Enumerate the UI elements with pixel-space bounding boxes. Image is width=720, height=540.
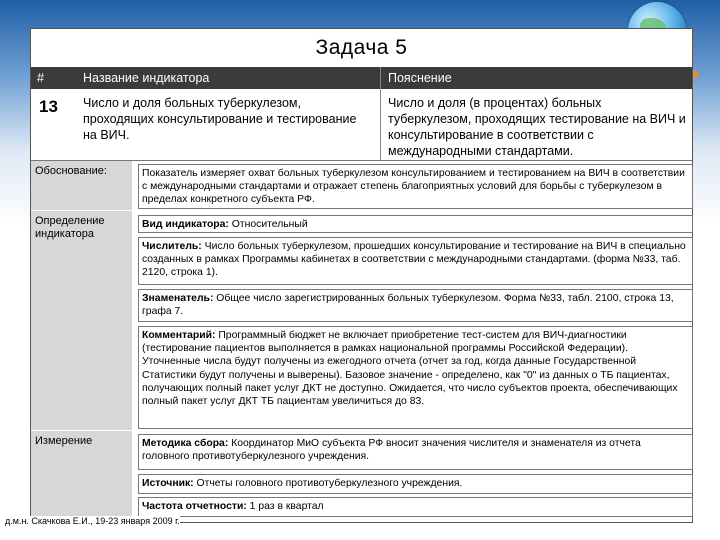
column-divider — [380, 67, 381, 161]
method-label: Методика сбора: — [142, 438, 229, 449]
page-title: Задача 5 — [315, 36, 408, 59]
header-name: Название индикатора — [83, 71, 210, 85]
definition-numerator — [138, 237, 693, 285]
definition-denominator — [138, 289, 693, 322]
table-header — [31, 67, 692, 89]
rationale-text: Показатель измеряет охват больных туберкулезом консультированием и тестированием на ВИЧ в соответствии с международными стандартами и отражает степень благоприятных условий для борьбы с туберкулезом в пределах конкретного субъекта РФ. — [138, 164, 693, 209]
type-label: Вид индикатора: — [142, 219, 229, 230]
indicator-explanation: Число и доля (в процентах) больных туберкулезом, проходящих тестирование на ВИЧ и консультирование в соответствии с международными стандартами. — [388, 96, 686, 158]
header-num: # — [37, 71, 44, 85]
rationale-label: Обоснование: — [31, 161, 132, 211]
source-label: Источник: — [142, 478, 194, 489]
slide-panel — [30, 28, 693, 523]
footer-author: д.м.н. Скачкова Е.И., 19-23 января 2009 г. — [5, 516, 180, 526]
type-value: Относительный — [228, 219, 308, 230]
denominator-label: Знаменатель: — [142, 293, 214, 304]
definition-label: Определение индикатора — [31, 211, 132, 431]
measurement-label: Измерение — [31, 431, 132, 524]
indicator-row — [31, 89, 692, 161]
comment-value: Программный бюджет не включает приобретение тест-систем для ВИЧ-диагностики (тестирование пациентов выполняется в рамках национальной программы Российской Федерации). Уточненные числа будут получены из ежегодного отчета (отчет за год, когда данные Государственной Статистики будут получены и выверены). Базовое значение - определено, как "0" из данных о ТБ пациентах, получающих полный пакет услуг ДКТ не доступно. Ожидается, что число субъектов проекта, обеспечивающих полный пакет услуг ДКТ ТБ пациентам увеличиться до 83. — [142, 330, 678, 408]
definition-type — [138, 215, 693, 233]
source-value: Отчеты головного противотуберкулезного учреждения. — [193, 478, 463, 489]
frequency-value: 1 раз в квартал — [246, 501, 324, 512]
frequency-label: Частота отчетности: — [142, 501, 247, 512]
indicator-number: 13 — [39, 97, 58, 116]
indicator-name: Число и доля больных туберкулезом, проходящих консультирование и тестирование на ВИЧ. — [83, 96, 357, 142]
numerator-value: Число больных туберкулезом, прошедших консультирование и тестирование на ВИЧ в специально созданных в рамках Программы кабинетах в соответствии с международными стандартами. (форма №33, таб. 2120, строка 1). — [142, 241, 686, 279]
header-explanation: Пояснение — [388, 71, 452, 85]
method-value: Координатор МиО субъекта РФ вносит значения числителя и знаменателя из отчета головного противотуберкулезного учреждения. — [142, 438, 641, 463]
denominator-value: Общее число зарегистрированных больных туберкулезом. Форма №33, табл. 2100, строка 13, графа 7. — [142, 293, 674, 318]
measurement-source — [138, 474, 693, 494]
measurement-frequency — [138, 497, 693, 517]
measurement-method — [138, 434, 693, 470]
numerator-label: Числитель: — [142, 241, 202, 252]
comment-label: Комментарий: — [142, 330, 216, 341]
definition-comment — [138, 326, 693, 429]
